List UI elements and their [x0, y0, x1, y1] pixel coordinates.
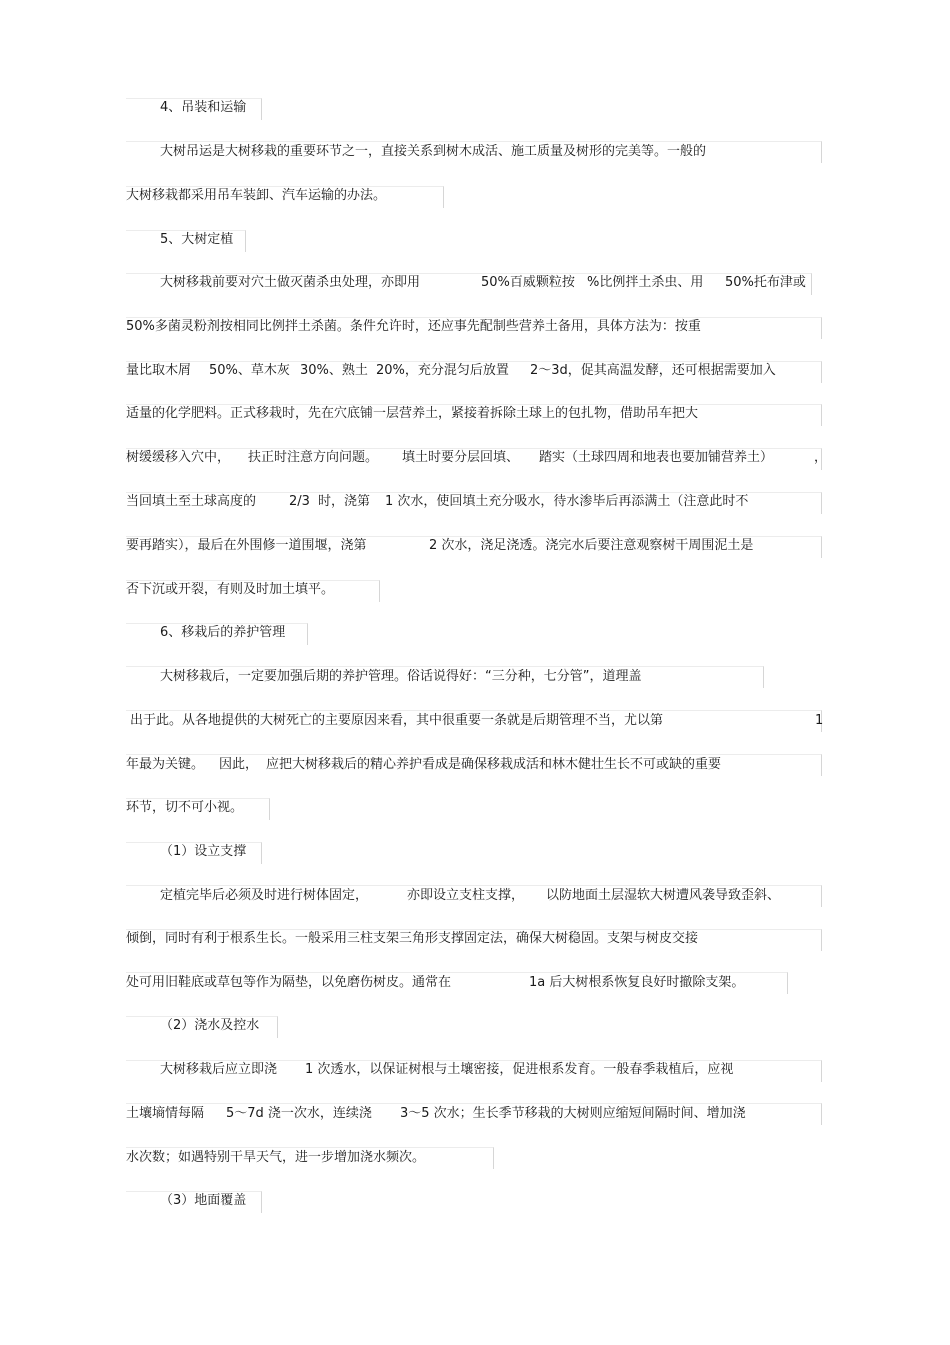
text-segment: 当回填土至土球高度的: [126, 494, 257, 509]
text-segment: 大树移栽后，一定要加强后期的养护管理。俗话说得好：“三分种，七分管”，道理盖: [160, 669, 642, 684]
heading-text: （1）设立支撑: [160, 844, 247, 859]
text-segment: 填土时要分层回填、: [402, 450, 520, 465]
text-segment: 树缓缓移入穴中，: [126, 450, 231, 465]
text-segment: %比例拌土杀虫、用: [587, 275, 704, 290]
text-segment: 量比取木屑: [126, 363, 192, 378]
text-segment: 2 次水，浇足浇透。浇完水后要注意观察树干周围泥土是: [429, 538, 754, 553]
text-segment: 出于此。从各地提供的大树死亡的主要原因来看，其中很重要一条就是后期管理不当，尤以第: [130, 713, 664, 728]
text-segment: 50%托布津或: [725, 275, 806, 290]
text-segment: 倾倒，同时有利于根系生长。一般采用三柱支架三角形支撑固定法，确保大树稳固。支架与树皮交接: [126, 931, 699, 946]
text-segment: 2～3d，促其高温发酵，还可根据需要加入: [530, 363, 776, 378]
text-segment: ，: [814, 450, 828, 465]
heading-text: （2）浇水及控水: [160, 1018, 260, 1033]
text-segment: 亦即设立支柱支撑，: [407, 888, 525, 903]
heading-text: 5、大树定植: [160, 232, 234, 247]
text-segment: 时，浇第: [318, 494, 371, 509]
text-segment: 以防地面土层湿软大树遭风袭导致歪斜、: [546, 888, 781, 903]
text-segment: 大树移栽都采用吊车装卸、汽车运输的办法。: [126, 188, 387, 203]
text-segment: 否下沉或开裂，有则及时加土填平。: [126, 582, 335, 597]
text-segment: 1 次透水，以保证树根与土壤密接，促进根系发育。一般春季栽植后，应视: [305, 1062, 734, 1077]
text-segment: 处可用旧鞋底或草包等作为隔垫，以免磨伤树皮。通常在: [126, 975, 452, 990]
text-segment: 因此，: [219, 757, 259, 772]
heading-text: 4、吊装和运输: [160, 100, 247, 115]
text-segment: 踏实（土球四周和地表也要加铺营养土）: [539, 450, 774, 465]
text-segment: 50%多菌灵粉剂按相同比例拌土杀菌。条件允许时，还应事先配制些营养土备用，具体方法为：按重: [126, 319, 701, 334]
text-segment: 定植完毕后必须及时进行树体固定，: [160, 888, 369, 903]
text-segment: 土壤墒情每隔: [126, 1106, 205, 1121]
text-segment: 1 次水，使回填土充分吸水，待水渗毕后再添满土（注意此时不: [385, 494, 749, 509]
text-segment: 要再踏实），最后在外围修一道围堰，浇第: [126, 538, 367, 553]
text-segment: 水次数；如遇特别干旱天气，进一步增加浇水频次。: [126, 1150, 426, 1165]
text-segment: 1a 后大树根系恢复良好时撤除支架。: [529, 975, 745, 990]
heading-text: （3）地面覆盖: [160, 1193, 247, 1208]
text-segment: 应把大树移栽后的精心养护看成是确保移栽成活和林木健壮生长不可或缺的重要: [266, 757, 722, 772]
text-segment: 适量的化学肥料。正式移栽时，先在穴底铺一层营养土，紧接着拆除土球上的包扎物，借助吊车把大: [126, 406, 699, 421]
text-segment: 30%、熟土: [300, 363, 368, 378]
heading-text: 6、移栽后的养护管理: [160, 625, 286, 640]
text-segment: 环节，切不可小视。: [126, 800, 244, 815]
text-segment: 大树移栽后应立即浇: [160, 1062, 278, 1077]
text-segment: 50%百威颗粒按: [481, 275, 575, 290]
text-segment: 50%、草木灰: [209, 363, 290, 378]
text-segment: 3～5 次水；生长季节移栽的大树则应缩短间隔时间、增加浇: [400, 1106, 746, 1121]
text-segment: 大树移栽前要对穴土做灭菌杀虫处理，亦即用: [160, 275, 421, 290]
text-segment: 5～7d 浇一次水，连续浇: [226, 1106, 372, 1121]
text-segment: 年最为关键。: [126, 757, 205, 772]
text-segment: 20%，充分混匀后放置: [376, 363, 509, 378]
text-segment: 扶正时注意方向问题。: [248, 450, 379, 465]
text-segment: 2/3: [289, 494, 310, 509]
text-segment: 大树吊运是大树移栽的重要环节之一，直接关系到树木成活、施工质量及树形的完美等。一般的: [160, 144, 707, 159]
text-segment: 1: [815, 713, 824, 728]
